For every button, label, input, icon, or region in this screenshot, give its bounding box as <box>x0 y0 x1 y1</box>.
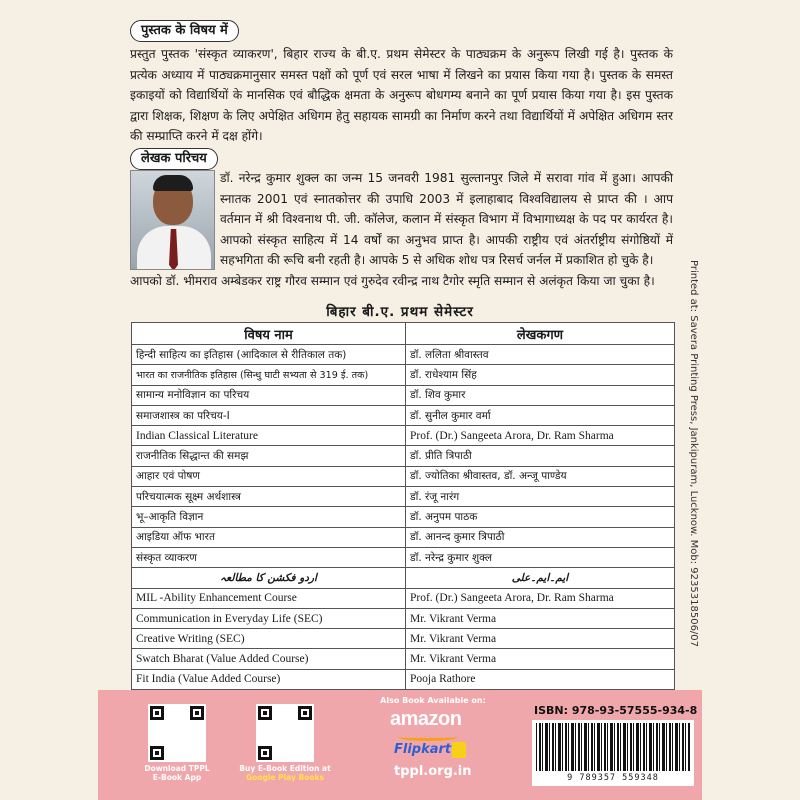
author-photo <box>130 170 215 270</box>
qr-app-caption-line2: E-Book App <box>152 773 202 782</box>
printer-imprint-text: Printed at: Savera Printing Press, Jankipuram, Lucknow. Mob: 9235318506/07 <box>688 260 699 648</box>
table-row <box>132 629 675 649</box>
author-cell: Prof. (Dr.) Sangeeta Arora, Dr. Ram Sharma <box>406 426 675 446</box>
author-cell: Mr. Vikrant Verma <box>406 608 675 628</box>
subject-cell: Indian Classical Literature <box>132 426 406 446</box>
table-row <box>132 547 675 567</box>
subject-cell: Swatch Bharat (Value Added Course) <box>132 649 406 669</box>
subject-cell: आइडिया ऑफ भारत <box>132 527 406 547</box>
table-row <box>132 405 675 425</box>
table-row <box>132 345 675 365</box>
about-book-paragraph: प्रस्तुत पुस्तक 'संस्कृत व्याकरण', बिहार राज्य के बी.ए. प्रथम सेमेस्टर के पाठ्यक्रम के अनुरूप लिखी गई है। पुस्तक के प्रत्येक अध्याय में पाठ्यक्रमानुसार समस्त पक्षों को पूर्ण एवं सरल भाषा में लिखने का प्रयास किया गया है। पुस्तक के समस्त इकाइयों को विद्यार्थियों के मानसिक एवं बौद्धिक क्षमता के अनुरूप बोधगम्य बनाने का पूर्ण प्रयास किया गया है। इस पुस्तक द्वारा शिक्षक, शिक्षण के लिए अपेक्षित अधिगम हेतु सहायक सामग्री का निर्माण करने तथा विद्यार्थियों में अपेक्षित अधिगम स्तर की सम्प्राप्ति करने में दक्ष होंगे। <box>130 47 673 143</box>
table-header-row <box>132 323 675 345</box>
subject-cell: आहार एवं पोषण <box>132 466 406 486</box>
courses-table <box>131 322 675 690</box>
qr-corner <box>150 706 164 720</box>
author-cell: Pooja Rathore <box>406 669 675 689</box>
flipkart-logo[interactable]: Flipkart <box>394 742 452 757</box>
barcode <box>532 720 694 786</box>
table-row <box>132 426 675 446</box>
table-row <box>132 365 675 385</box>
author-cell: डॉ. ललिता श्रीवास्तव <box>406 345 675 365</box>
table-row <box>132 588 675 608</box>
subject-cell: Creative Writing (SEC) <box>132 629 406 649</box>
author-cell: डॉ. अनुपम पाठक <box>406 507 675 527</box>
subject-cell: Communication in Everyday Life (SEC) <box>132 608 406 628</box>
qr-ebook-caption-line1: Buy E-Book Edition at <box>239 764 331 773</box>
author-cell: Mr. Vikrant Verma <box>406 629 675 649</box>
qr-corner <box>258 706 272 720</box>
footer-band <box>98 690 702 800</box>
table-row <box>132 507 675 527</box>
header-subject: विषय नाम <box>132 323 406 345</box>
author-cell: डॉ. प्रीति त्रिपाठी <box>406 446 675 466</box>
barcode-bars <box>536 723 690 771</box>
author-paragraph-top: डॉ. नरेन्द्र कुमार शुक्ल का जन्म 15 जनवरी 1981 सुल्तानपुर जिले में सरावा गांव में हुआ। आपकी स्नातक 2001 एवं स्नातकोत्तर की उपाधि 2003 में इलाहाबाद विश्वविद्यालय से प्राप्त की । आप वर्तमान में श्री विश्वनाथ पी. जी. कॉलेज, कलान में संस्कृत विभाग में विभागाध्यक्ष के पद पर कार्यरत है। आपको संस्कृत साहित्य में 14 वर्षों का अनुभव प्राप्त है। आपकी राष्ट्रीय एवं अंतर्राष्ट्रीय संगोष्ठियों में सहभगिता की रूचि बनी रहती है। आपके 5 से अधिक शोध पत्र रिसर्च जर्नल में प्रकाशित हो चुके है। <box>220 171 673 267</box>
author-cell: Prof. (Dr.) Sangeeta Arora, Dr. Ram Sharma <box>406 588 675 608</box>
header-authors: लेखकगण <box>406 323 675 345</box>
qr-app-caption-line1: Download TPPL <box>144 764 210 773</box>
isbn-label: ISBN: 978-93-57555-934-8 <box>534 704 698 717</box>
subject-cell: सामान्य मनोविज्ञान का परिचय <box>132 385 406 405</box>
qr-code-app[interactable] <box>148 704 206 762</box>
amazon-logo[interactable]: amazon <box>390 708 462 730</box>
author-cell: डॉ. नरेन्द्र कुमार शुक्ल <box>406 547 675 567</box>
about-book-heading: पुस्तक के विषय में <box>130 20 239 42</box>
subject-cell: भू–आकृति विज्ञान <box>132 507 406 527</box>
subject-cell: اردو فکشن کا مطالعہ <box>132 568 406 588</box>
subject-cell: समाजशास्त्र का परिचय-I <box>132 405 406 425</box>
author-cell: डॉ. राधेश्याम सिंह <box>406 365 675 385</box>
barcode-digits: 9 789357 559348 <box>567 773 659 783</box>
author-cell: ایم۔ایم۔علی <box>406 568 675 588</box>
qr-corner <box>258 746 272 760</box>
subject-cell: Fit India (Value Added Course) <box>132 669 406 689</box>
table-row <box>132 568 675 588</box>
subject-cell: MIL -Ability Enhancement Course <box>132 588 406 608</box>
table-row <box>132 649 675 669</box>
author-cell: डॉ. रंजू नारंग <box>406 487 675 507</box>
qr-ebook-caption-line2: Google Play Books <box>246 773 324 782</box>
author-cell: डॉ. ज्योतिका श्रीवास्तव, डॉ. अन्जू पाण्डेय <box>406 466 675 486</box>
subject-cell: हिन्दी साहित्य का इतिहास (आदिकाल से रीतिकाल तक) <box>132 345 406 365</box>
website-link[interactable]: tppl.org.in <box>394 764 472 779</box>
author-hair <box>153 175 193 191</box>
table-row <box>132 527 675 547</box>
table-row <box>132 446 675 466</box>
printer-imprint <box>683 260 703 648</box>
author-heading: लेखक परिचय <box>130 148 218 170</box>
table-row <box>132 385 675 405</box>
author-paragraph-bottom: आपको डॉ. भीमराव अम्बेडकर राष्ट्र गौरव सम्मान एवं गुरुदेव रवीन्द्र नाथ टैगोर स्मृति सम्मान से अलंकृत किया जा चुका है। <box>130 274 655 288</box>
subject-cell: भारत का राजनीतिक इतिहास (सिन्धु घाटी सभ्यता से 319 ई. तक) <box>132 365 406 385</box>
qr-app-caption <box>122 764 232 782</box>
qr-ebook-caption <box>230 764 340 782</box>
qr-corner <box>298 706 312 720</box>
author-cell: डॉ. आनन्द कुमार त्रिपाठी <box>406 527 675 547</box>
qr-corner <box>190 706 204 720</box>
table-row <box>132 466 675 486</box>
available-on-label: Also Book Available on: <box>380 696 486 705</box>
table-row <box>132 608 675 628</box>
author-cell: डॉ. सुनील कुमार वर्मा <box>406 405 675 425</box>
qr-code-ebook[interactable] <box>256 704 314 762</box>
subject-cell: परिचयात्मक सूक्ष्म अर्थशास्त्र <box>132 487 406 507</box>
author-cell: डॉ. शिव कुमार <box>406 385 675 405</box>
table-row <box>132 487 675 507</box>
table-title: बिहार बी.ए. प्रथम सेमेस्टर <box>326 304 474 320</box>
author-cell: Mr. Vikrant Verma <box>406 649 675 669</box>
subject-cell: संस्कृत व्याकरण <box>132 547 406 567</box>
table-row <box>132 669 675 689</box>
subject-cell: राजनीतिक सिद्धान्त की समझ <box>132 446 406 466</box>
qr-corner <box>150 746 164 760</box>
amazon-smile-icon <box>398 733 458 741</box>
flipkart-bag-icon <box>452 742 466 758</box>
